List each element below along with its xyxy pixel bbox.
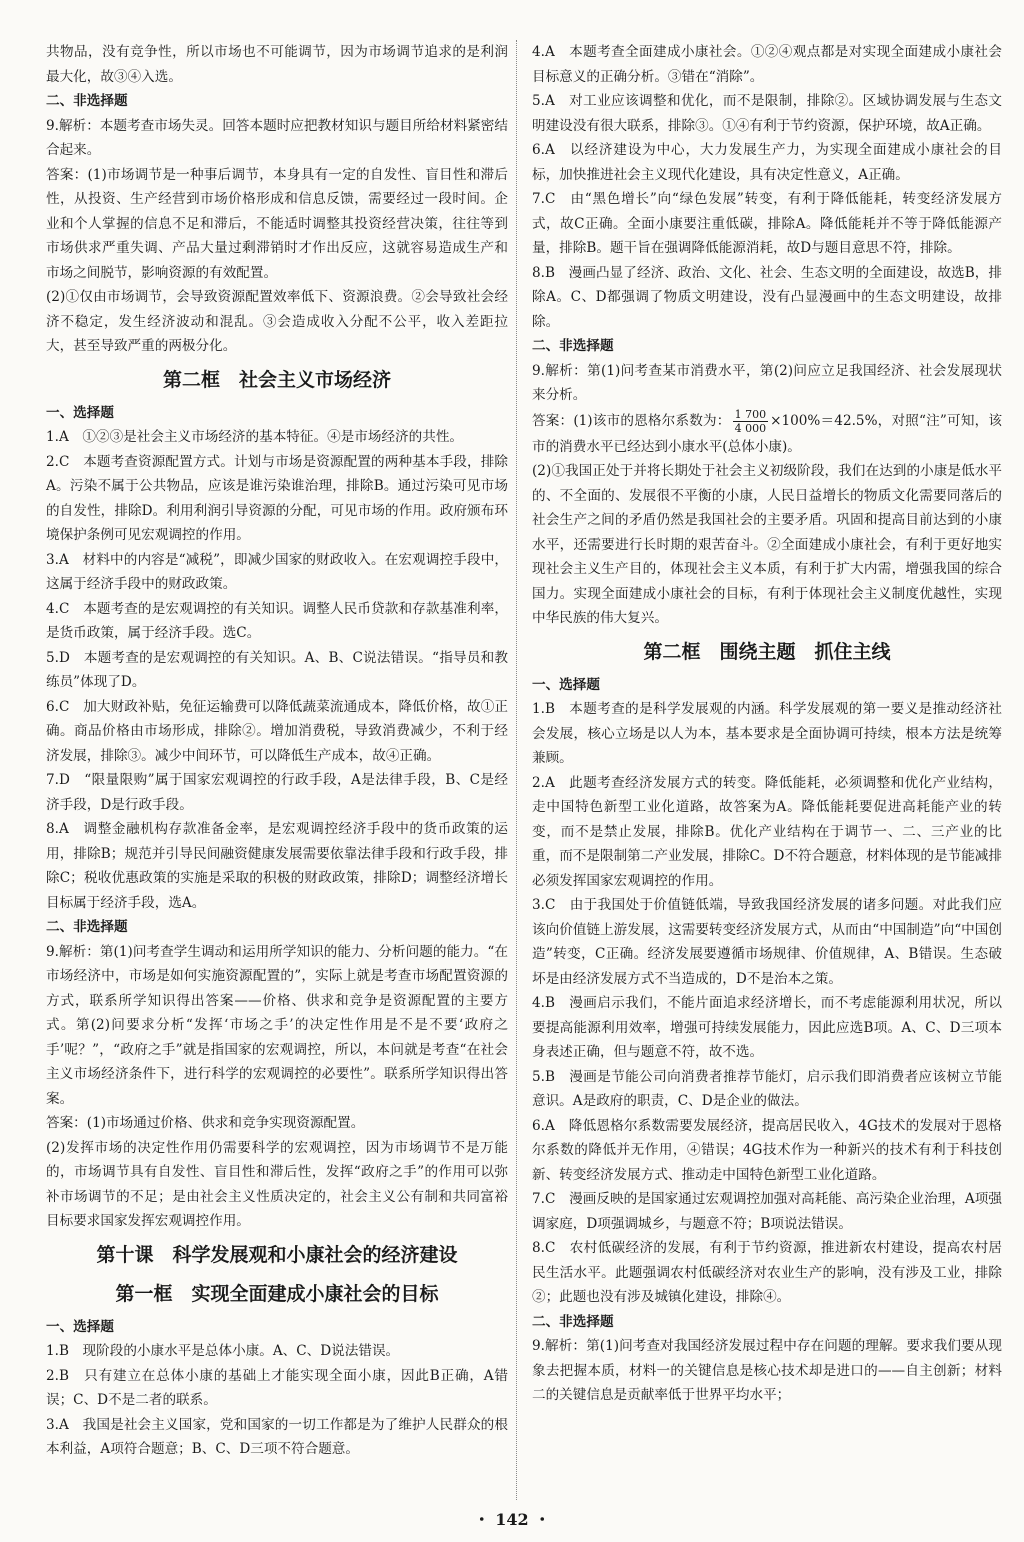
lesson-subheading: 第一框 实现全面建成小康社会的目标	[115, 1282, 439, 1305]
fraction	[733, 408, 769, 435]
question-item: 9.解析：第(1)问考查对我国经济发展过程中存在问题的理解。要求我们要从现象去把握本质，材料一的关键信息是核心技术却是进口的——自主创新；材料二的关键信息是贡献率低于世界平均水平；	[532, 1338, 1002, 1403]
fraction-denominator: 4 000	[734, 421, 767, 435]
section-heading: 二、非选择题	[46, 919, 128, 935]
question-item: 6.A 以经济建设为中心，大力发展生产力，为实现全面建成小康社会的目标，加快推进社会主义现代化建设，具有决定性意义，A正确。	[532, 142, 1002, 183]
fraction-numerator: 1 700	[734, 407, 767, 421]
column-divider	[516, 40, 518, 1500]
question-item: 7.D “限量限购”属于国家宏观调控的行政手段，A是法律手段，B、C是经济手段，D是行政手段。	[46, 772, 508, 813]
page-number: ・ 142 ・	[473, 1510, 551, 1529]
question-item: 6.A 降低恩格尔系数需要发展经济，提高居民收入，4G技术的发展对于恩格尔系数的降低并无作用，④错误；4G技术作为一种新兴的技术有利于科技创新、转变经济发展方式、推动走中国特色新型工业化道路。	[532, 1117, 1002, 1183]
question-item: 4.B 漫画启示我们，不能片面追求经济增长，而不考虑能源利用状况，所以要提高能源利用效率，增强可持续发展能力，因此应选B项。A、C、D三项本身表述正确，但与题意不符，故不选。	[532, 995, 1002, 1060]
section-heading: 一、选择题	[46, 1318, 114, 1335]
right-column	[532, 40, 1002, 1408]
left-column	[46, 40, 508, 1462]
question-item: 4.A 本题考查全面建成小康社会。①②④观点都是对实现全面建成小康社会目标意义的正确分析。③错在“消除”。	[532, 44, 1002, 85]
answer-paragraph	[532, 408, 1002, 460]
question-item: 2.C 本题考查资源配置方式。计划与市场是资源配置的两种基本手段，排除A。污染不属于公共物品，应该是谁污染谁治理，排除B。通过污染可见市场的自发性，排除D。利用利润引导资源的分配，可见市场的作用。政府颁布环境保护条例可见宏观调控的作用。	[46, 453, 508, 543]
question-item: 8.A 调整金融机构存款准备金率，是宏观调控经济手段中的货币政策的运用，排除B；规范并引导民间融资健康发展需要依靠法律手段和行政手段，排除C；税收优惠政策的实施是采取的积极的财政政策，排除D；调整经济增长目标属于经济手段，选A。	[46, 821, 508, 911]
answer-paragraph: 答案：(1)市场调节是一种事后调节，本身具有一定的自发性、盲目性和滞后性，从投资、生产经营到市场价格形成和信息反馈，需要经过一段时间。企业和个人掌握的信息不足和滞后，不能适时调整其投资经营决策，往往等到市场供求严重失调、产品大量过剩滞销时才作出反应，这就容易造成生产和市场之间脱节，影响资源的有效配置。	[46, 166, 508, 281]
paragraph: (2)①我国正处于并将长期处于社会主义初级阶段，我们在达到的小康是低水平的、不全面的、发展很不平衡的小康，人民日益增长的物质文化需要同落后的社会生产之间的矛盾仍然是我国社会的主要矛盾。巩固和提高目前达到的小康水平，还需要进行长时期的艰苦奋斗。②全面建成小康社会，有利于更好地实现社会主义生产目的，体现社会主义本质，有利于扩大内需，增强我国的综合国力。实现全面建成小康社会的目标，有利于体现社会主义制度优越性，实现中华民族的伟大复兴。	[532, 463, 1002, 626]
answer-text: 答案：(1)该市的恩格尔系数为：	[532, 412, 731, 429]
question-item: 4.C 本题考查的是宏观调控的有关知识。调整人民币贷款和存款基准利率，是货币政策，属于经济手段。选C。	[46, 600, 508, 641]
lesson-subheading: 第二框 社会主义市场经济	[162, 368, 391, 391]
question-item: 2.A 此题考查经济发展方式的转变。降低能耗，必须调整和优化产业结构，走中国特色新型工业化道路，故答案为A。降低能耗要促进高耗能产业的转变，而不是禁止发展，排除B。优化产业结构在于调节一、二、三产业的比重，而不是限制第二产业发展，排除C。D不符合题意，材料体现的是节能减排必须发挥国家宏观调控的作用。	[532, 774, 1002, 889]
question-item: 5.D 本题考查的是宏观调控的有关知识。A、B、C说法错误。“指导员和教练员”体现了D。	[46, 649, 508, 690]
question-item: 1.A ①②③是社会主义市场经济的基本特征。④是市场经济的共性。	[46, 429, 464, 445]
question-item: 3.C 由于我国处于价值链低端，导致我国经济发展的诸多问题。对此我们应该向价值链上游发展，这需要转变经济发展方式，从而由“中国制造”向“中国创造”转变，C正确。经济发展要遵循市场规律、价值规律，A、B错误。生态破坏是由经济发展方式不当造成的，D不是治本之策。	[532, 897, 1002, 987]
section-heading: 一、选择题	[46, 404, 114, 421]
question-item: 9.解析：第(1)问考查某市消费水平，第(2)问应立足我国经济、社会发展现状来分析。	[532, 362, 1002, 403]
question-item: 8.B 漫画凸显了经济、政治、文化、社会、生态文明的全面建设，故选B，排除A。C、D都强调了物质文明建设，没有凸显漫画中的生态文明建设，故排除。	[532, 264, 1002, 330]
section-heading: 一、选择题	[532, 676, 600, 693]
lesson-subheading: 第二框 围绕主题 抓住主线	[643, 640, 891, 663]
section-heading: 二、非选择题	[532, 1313, 614, 1330]
question-item: 7.C 漫画反映的是国家通过宏观调控加强对高耗能、高污染企业治理，A项强调家庭，D项强调城乡，与题意不符；B项说法错误。	[532, 1191, 1002, 1232]
question-item: 5.A 对工业应该调整和优化，而不是限制，排除②。区域协调发展与生态文明建设没有很大联系，排除③。①④有利于节约资源，保护环境，故A正确。	[532, 93, 1002, 134]
question-item: 1.B 本题考查的是科学发展观的内涵。科学发展观的第一要义是推动经济社会发展，核心立场是以人为本，基本要求是全面协调可持续，根本方法是统筹兼顾。	[532, 701, 1002, 766]
paragraph: 9.解析：本题考查市场失灵。回答本题时应把教材知识与题目所给材料紧密结合起来。	[46, 117, 508, 158]
question-item: 2.B 只有建立在总体小康的基础上才能实现全面小康，因此B正确，A错误；C、D不是二者的联系。	[46, 1367, 508, 1408]
question-item: 1.B 现阶段的小康水平是总体小康。A、C、D说法错误。	[46, 1343, 400, 1359]
lesson-heading: 第十课 科学发展观和小康社会的经济建设	[96, 1243, 458, 1266]
question-item: 6.C 加大财政补贴，免征运输费可以降低蔬菜流通成本，降低价格，故①正确。商品价格由市场形成，排除②。增加消费税，导致消费减少，不利于经济发展，排除③。减少中间环节，可以降低生产成本，故④正确。	[46, 698, 508, 764]
question-item: 7.C 由“黑色增长”向“绿色发展”转变，有利于降低能耗，转变经济发展方式，故C正确。全面小康要注重低碳，排除A。降低能耗并不等于降低能源产量，排除B。题干旨在强调降低能源消耗，故D与题目意思不符，排除。	[532, 191, 1002, 256]
paragraph: 共物品，没有竞争性，所以市场也不可能调节，因为市场调节追求的是利润最大化，故③④入选。	[46, 44, 508, 85]
question-item: 9.解析：第(1)问考查学生调动和运用所学知识的能力、分析问题的能力。“在市场经济中，市场是如何实施资源配置的”，实际上就是考查市场配置资源的方式，联系所学知识得出答案——价格、供求和竞争是资源配置的主要方式。第(2)问要求分析“发挥‘市场之手’的决定性作用是不是不要‘政府之手’呢？”，“政府之手”就是指国家的宏观调控，所以，本问就是考查“在社会主义市场经济条件下，进行科学的宏观调控的必要性”。联系所学知识得出答案。	[46, 943, 508, 1107]
question-item: 3.A 材料中的内容是“减税”，即减少国家的财政收入。在宏观调控手段中，这属于经济手段中的财政政策。	[46, 551, 508, 592]
paragraph: (2)①仅由市场调节，会导致资源配置效率低下、资源浪费。②会导致社会经济不稳定，发生经济波动和混乱。③会造成收入分配不公平，收入差距拉大，甚至导致严重的两极分化。	[46, 289, 508, 354]
section-heading: 二、非选择题	[46, 93, 128, 109]
paragraph: (2)发挥市场的决定性作用仍需要科学的宏观调控，因为市场调节不是万能的，市场调节具有自发性、盲目性和滞后性，发挥“政府之手”的作用可以弥补市场调节的不足；是由社会主义性质决定的，社会主义公有制和共同富裕目标要求国家发挥宏观调控作用。	[46, 1139, 508, 1229]
question-item: 5.B 漫画是节能公司向消费者推荐节能灯，启示我们即消费者应该树立节能意识。A是政府的职责，C、D是企业的做法。	[532, 1068, 1002, 1109]
answer-text: ×100%＝42.5%，对照“注”可知，该市的消费水平已经达到小康水平(总体小康)。	[532, 412, 1002, 455]
answer-paragraph: 答案：(1)市场通过价格、供求和竞争实现资源配置。	[46, 1115, 365, 1131]
section-heading: 二、非选择题	[532, 338, 614, 354]
question-item: 8.C 农村低碳经济的发展，有利于节约资源，推进新农村建设，提高农村居民生活水平。此题强调农村低碳经济对农业生产的影响，没有涉及工业，排除②；此题也没有涉及城镇化建设，排除④。	[532, 1240, 1002, 1305]
question-item: 3.A 我国是社会主义国家，党和国家的一切工作都是为了维护人民群众的根本利益，A项符合题意；B、C、D三项不符合题意。	[46, 1416, 508, 1457]
